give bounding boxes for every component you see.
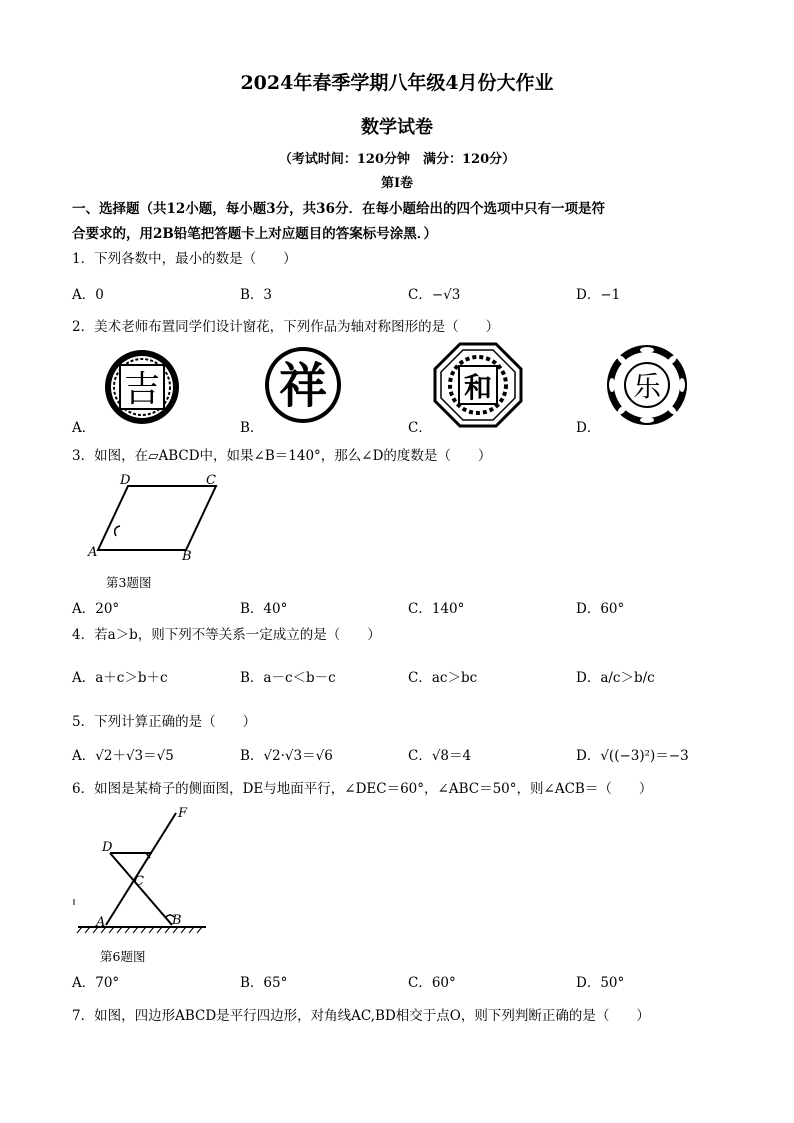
paper-cut-ji-image [100, 348, 190, 426]
question-1-option-b: B．3 [240, 287, 273, 303]
question-4-option-a: A．a＋c＞b＋c [72, 670, 168, 686]
volume-label: 第Ⅰ卷 [380, 176, 414, 191]
point-c-label: C [134, 874, 144, 889]
point-a-label: A [96, 915, 106, 930]
question-3-option-d: D．60° [576, 601, 625, 617]
question-7-stem: 7．如图，四边形ABCD是平行四边形，对角线AC,BD相交于点O，则下列判断正确的是（ ） [72, 1008, 650, 1024]
exam-title: 2024年春季学期八年级4月份大作业 [240, 72, 554, 94]
paper-cut-xiang-image [263, 345, 343, 425]
question-4-option-b: B．a－c＜b－c [240, 670, 336, 686]
exam-subject: 数学试卷 [361, 117, 433, 138]
question-2-option-a: A． [72, 420, 96, 436]
question-1-option-a: A．0 [72, 287, 104, 303]
question-5-option-a: A．√2＋√3＝√5 [72, 748, 174, 764]
vertex-a-label: A [88, 545, 98, 560]
question-3-option-b: B．40° [240, 601, 288, 617]
question-6-option-b: B．65° [240, 975, 288, 991]
point-f-label: F [178, 806, 188, 821]
question-6-figure-caption: 第6题图 [100, 949, 146, 964]
paper-cut-he-image [433, 342, 523, 428]
question-5-option-d: D．√((−3)²)＝−3 [576, 748, 689, 764]
section-heading-line2: 合要求的，用2B铅笔把答题卡上对应题目的答案标号涂黑．） [72, 226, 438, 242]
question-6-option-d: D．50° [576, 975, 625, 991]
question-3-option-c: C．140° [408, 601, 465, 617]
question-3-figure-caption: 第3题图 [106, 575, 152, 590]
question-5-stem: 5．下列计算正确的是（ ） [72, 714, 257, 730]
paper-cut-ji-char: 吉 [123, 369, 161, 410]
question-2-option-c: C． [408, 420, 432, 436]
paper-cut-he-char: 和 [463, 371, 493, 404]
question-1-option-d: D．−1 [576, 287, 621, 303]
paper-cut-xiang-char: 祥 [278, 358, 328, 414]
vertex-d-label: D [120, 473, 131, 488]
question-2-option-b: B． [240, 420, 264, 436]
question-5-option-b: B．√2·√3＝√6 [240, 748, 333, 764]
exam-info: （考试时间：120分钟 满分：120分） [278, 152, 516, 167]
question-6-stem: 6．如图是某椅子的侧面图，DE与地面平行，∠DEC＝60°，∠ABC＝50°，则∠ACB＝（ ） [72, 781, 653, 797]
point-d-label: D [102, 840, 113, 855]
question-2-option-d: D． [576, 420, 601, 436]
question-1-option-c: C．−√3 [408, 287, 461, 303]
vertex-c-label: C [206, 473, 216, 488]
question-4-option-d: D．a/c＞b/c [576, 670, 655, 686]
question-3-stem: 3．如图，在▱ABCD中，如果∠B＝140°，那么∠D的度数是（ ） [72, 448, 492, 464]
parallelogram-figure [86, 470, 226, 562]
paper-cut-le-image [601, 342, 693, 428]
question-3-option-a: A．20° [72, 601, 120, 617]
point-b-label: B [172, 913, 182, 928]
paper-cut-le-char: 乐 [632, 370, 662, 403]
section-heading-line1: 一、选择题（共12小题，每小题3分，共36分．在每小题给出的四个选项中只有一项是符 [72, 201, 605, 217]
vertex-b-label: B [182, 549, 192, 564]
question-6-option-c: C．60° [408, 975, 456, 991]
question-4-stem: 4．若a＞b，则下列不等关系一定成立的是（ ） [72, 627, 381, 643]
question-4-option-c: C．ac＞bc [408, 670, 478, 686]
question-1-stem: 1．下列各数中，最小的数是（ ） [72, 251, 297, 267]
chair-figure [72, 803, 212, 935]
question-6-option-a: A．70° [72, 975, 120, 991]
question-2-stem: 2．美术老师布置同学们设计窗花，下列作品为轴对称图形的是（ ） [72, 319, 500, 335]
question-5-option-c: C．√8＝4 [408, 748, 472, 764]
